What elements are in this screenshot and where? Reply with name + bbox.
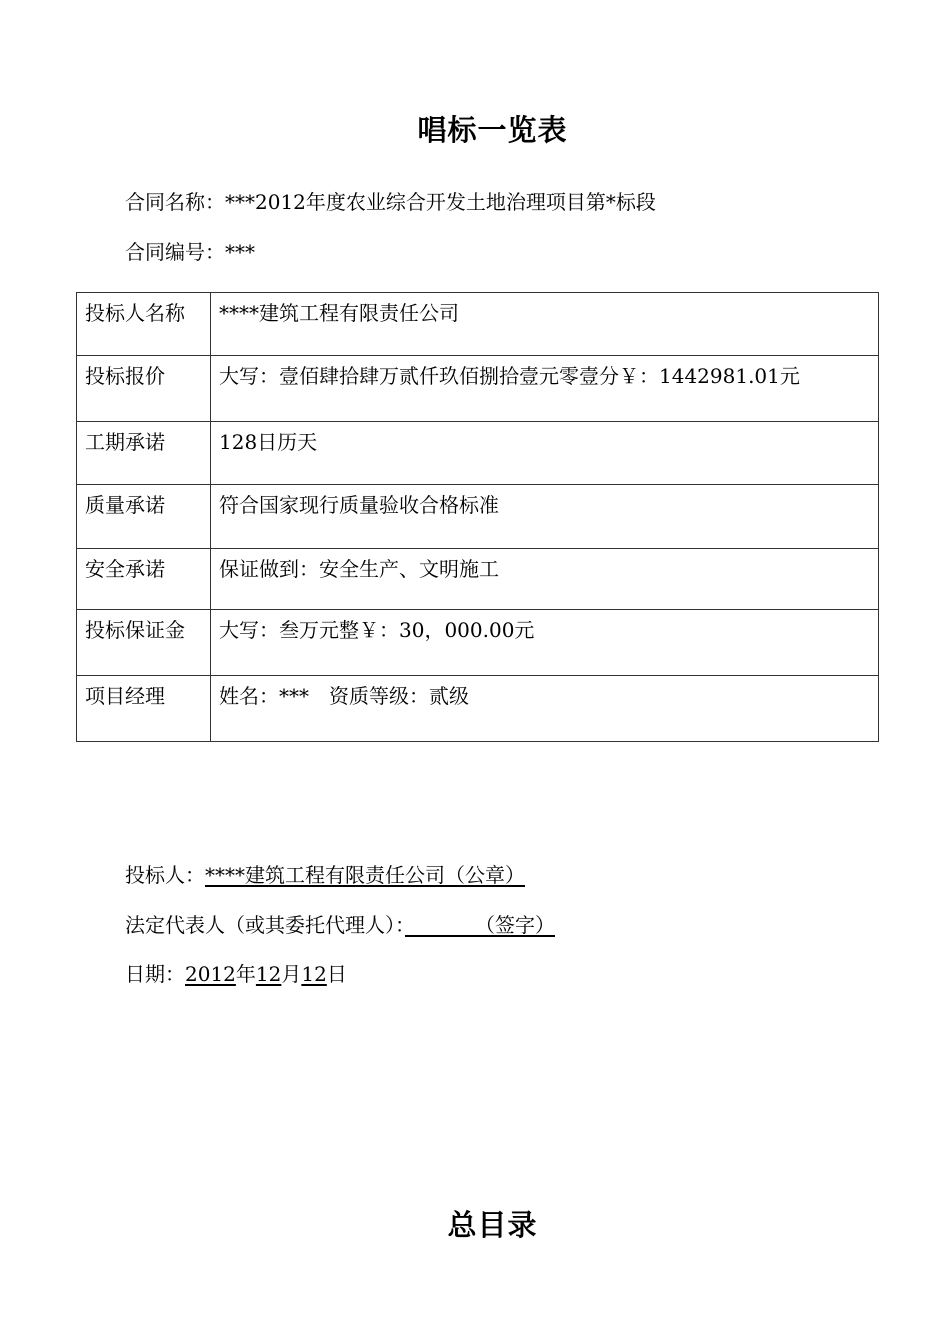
table-row xyxy=(77,485,879,549)
representative-line xyxy=(125,909,555,938)
row-key: 投标人名称 xyxy=(77,293,211,356)
table-row xyxy=(77,676,879,742)
row-value: 大写：壹佰肆拾肆万贰仟玖佰捌拾壹元零壹分￥：1442981.01元 xyxy=(211,356,879,422)
row-key: 安全承诺 xyxy=(77,549,211,610)
representative-signature: （签字） xyxy=(405,913,555,937)
contract-number-value: *** xyxy=(225,240,255,264)
row-key: 投标报价 xyxy=(77,356,211,422)
row-value: 姓名：*** 资质等级：贰级 xyxy=(211,676,879,742)
table-row xyxy=(77,422,879,485)
date-month: 12 xyxy=(255,962,282,986)
table-row xyxy=(77,549,879,610)
row-value: 保证做到：安全生产、文明施工 xyxy=(211,549,879,610)
bidder-label: 投标人： xyxy=(125,863,205,887)
date-day: 12 xyxy=(301,962,327,986)
contract-name-line xyxy=(125,186,656,215)
bid-summary-table xyxy=(76,292,879,742)
contract-name-label: 合同名称： xyxy=(125,190,225,214)
contract-name-value: ***2012年度农业综合开发土地治理项目第*标段 xyxy=(225,190,656,214)
contract-number-label: 合同编号： xyxy=(125,240,225,264)
toc-title: 总目录 xyxy=(447,1208,538,1242)
row-key: 质量承诺 xyxy=(77,485,211,549)
date-year-unit: 年 xyxy=(235,962,256,986)
date-day-unit: 日 xyxy=(326,962,347,986)
page-title: 唱标一览表 xyxy=(417,113,568,147)
date-label: 日期： xyxy=(125,962,185,986)
date-line xyxy=(125,958,347,987)
contract-number-line xyxy=(125,236,255,265)
table-row xyxy=(77,610,879,676)
table-row xyxy=(77,356,879,422)
row-key: 工期承诺 xyxy=(77,422,211,485)
representative-label: 法定代表人（或其委托代理人）： xyxy=(125,913,405,937)
row-value: 大写：叁万元整￥：30，000.00元 xyxy=(211,610,879,676)
row-value: 符合国家现行质量验收合格标准 xyxy=(211,485,879,549)
bidder-line xyxy=(125,859,525,888)
table-row xyxy=(77,293,879,356)
date-year: 2012 xyxy=(185,962,236,986)
row-key: 投标保证金 xyxy=(77,610,211,676)
row-value: 128日历天 xyxy=(211,422,879,485)
row-key: 项目经理 xyxy=(77,676,211,742)
row-value: ****建筑工程有限责任公司 xyxy=(211,293,879,356)
bidder-value: ****建筑工程有限责任公司（公章） xyxy=(205,863,525,887)
date-month-unit: 月 xyxy=(281,962,302,986)
